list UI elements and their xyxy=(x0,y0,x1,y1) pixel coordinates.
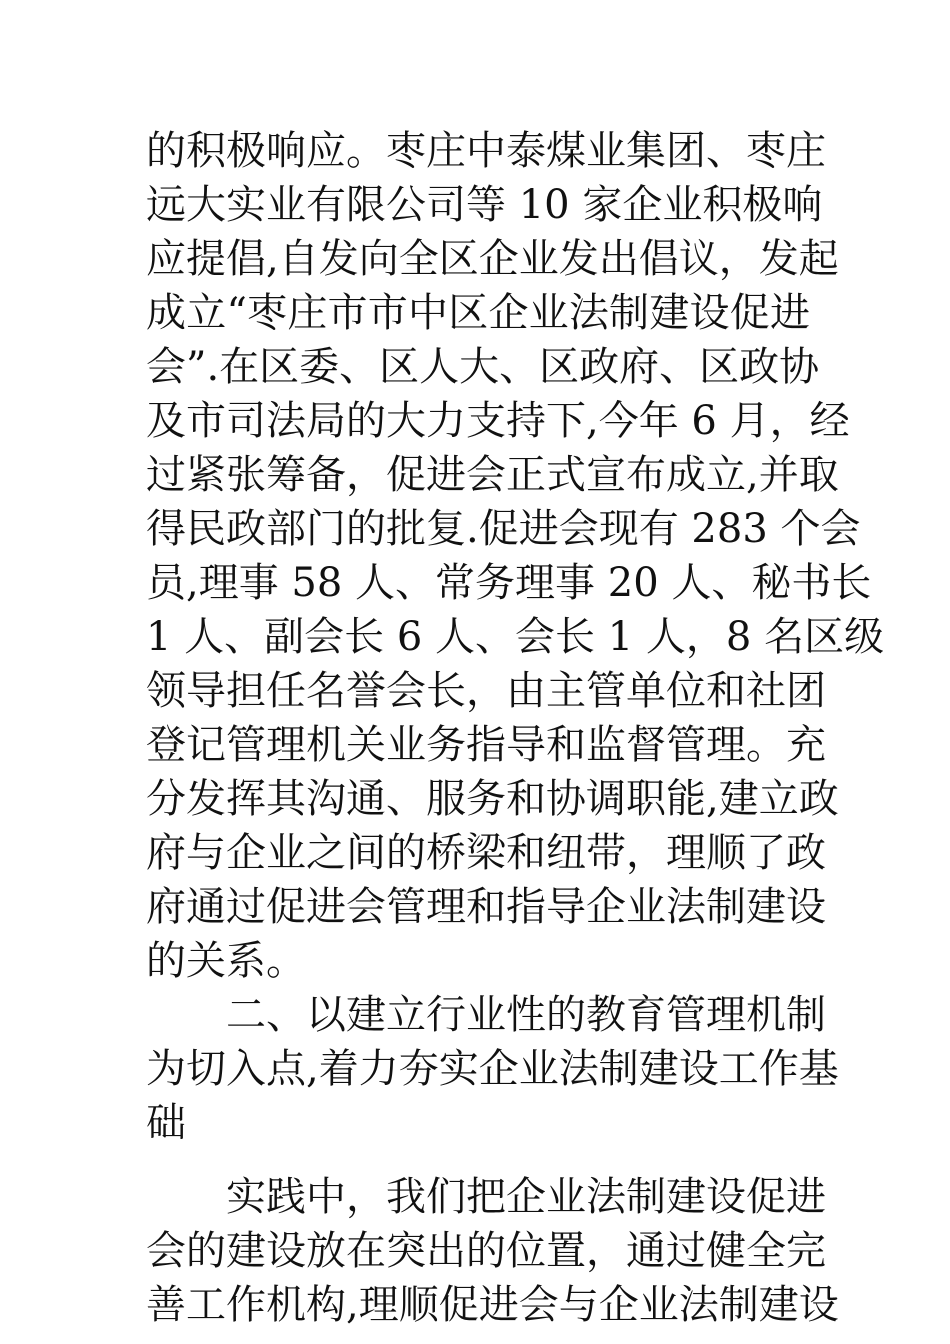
text-line: 成立“枣庄市市中区企业法制建设促进 xyxy=(146,290,810,336)
text-line: 1 人、副会长 6 人、会长 1 人，8 名区级 xyxy=(146,614,885,660)
text-line: 的关系。 xyxy=(146,938,306,984)
text-line: 远大实业有限公司等 10 家企业积极响 xyxy=(146,182,823,228)
text-line: 应提倡,自发向全区企业发出倡议，发起 xyxy=(146,236,839,282)
text-line: 实践中，我们把企业法制建设促进 xyxy=(226,1174,826,1220)
text-line: 府通过促进会管理和指导企业法制建设 xyxy=(146,884,826,930)
paragraph-1 xyxy=(146,124,885,988)
section-heading xyxy=(146,988,839,1150)
heading-line: 二、以建立行业性的教育管理机制 xyxy=(226,992,826,1038)
heading-line: 为切入点,着力夯实企业法制建设工作基 xyxy=(146,1046,839,1092)
text-line: 府与企业之间的桥梁和纽带，理顺了政 xyxy=(146,830,826,876)
text-line: 过紧张筹备，促进会正式宣布成立,并取 xyxy=(146,452,839,498)
text-line: 善工作机构,理顺促进会与企业法制建设 xyxy=(146,1282,839,1328)
text-line: 员,理事 58 人、常务理事 20 人、秘书长 xyxy=(146,560,872,606)
text-line: 得民政部门的批复.促进会现有 283 个会 xyxy=(146,506,861,552)
text-line: 登记管理机关业务指导和监督管理。充 xyxy=(146,722,826,768)
text-line: 的积极响应。枣庄中泰煤业集团、枣庄 xyxy=(146,128,826,174)
paragraph-2 xyxy=(146,1170,839,1332)
heading-line: 础 xyxy=(146,1100,186,1146)
text-line: 分发挥其沟通、服务和协调职能,建立政 xyxy=(146,776,839,822)
text-line: 领导担任名誉会长，由主管单位和社团 xyxy=(146,668,826,714)
text-line: 会”.在区委、区人大、区政府、区政协 xyxy=(146,344,820,390)
text-line: 及市司法局的大力支持下,今年 6 月，经 xyxy=(146,398,850,444)
document-body xyxy=(146,124,885,1332)
text-line: 会的建设放在突出的位置，通过健全完 xyxy=(146,1228,826,1274)
paragraph-spacer xyxy=(146,1150,810,1170)
